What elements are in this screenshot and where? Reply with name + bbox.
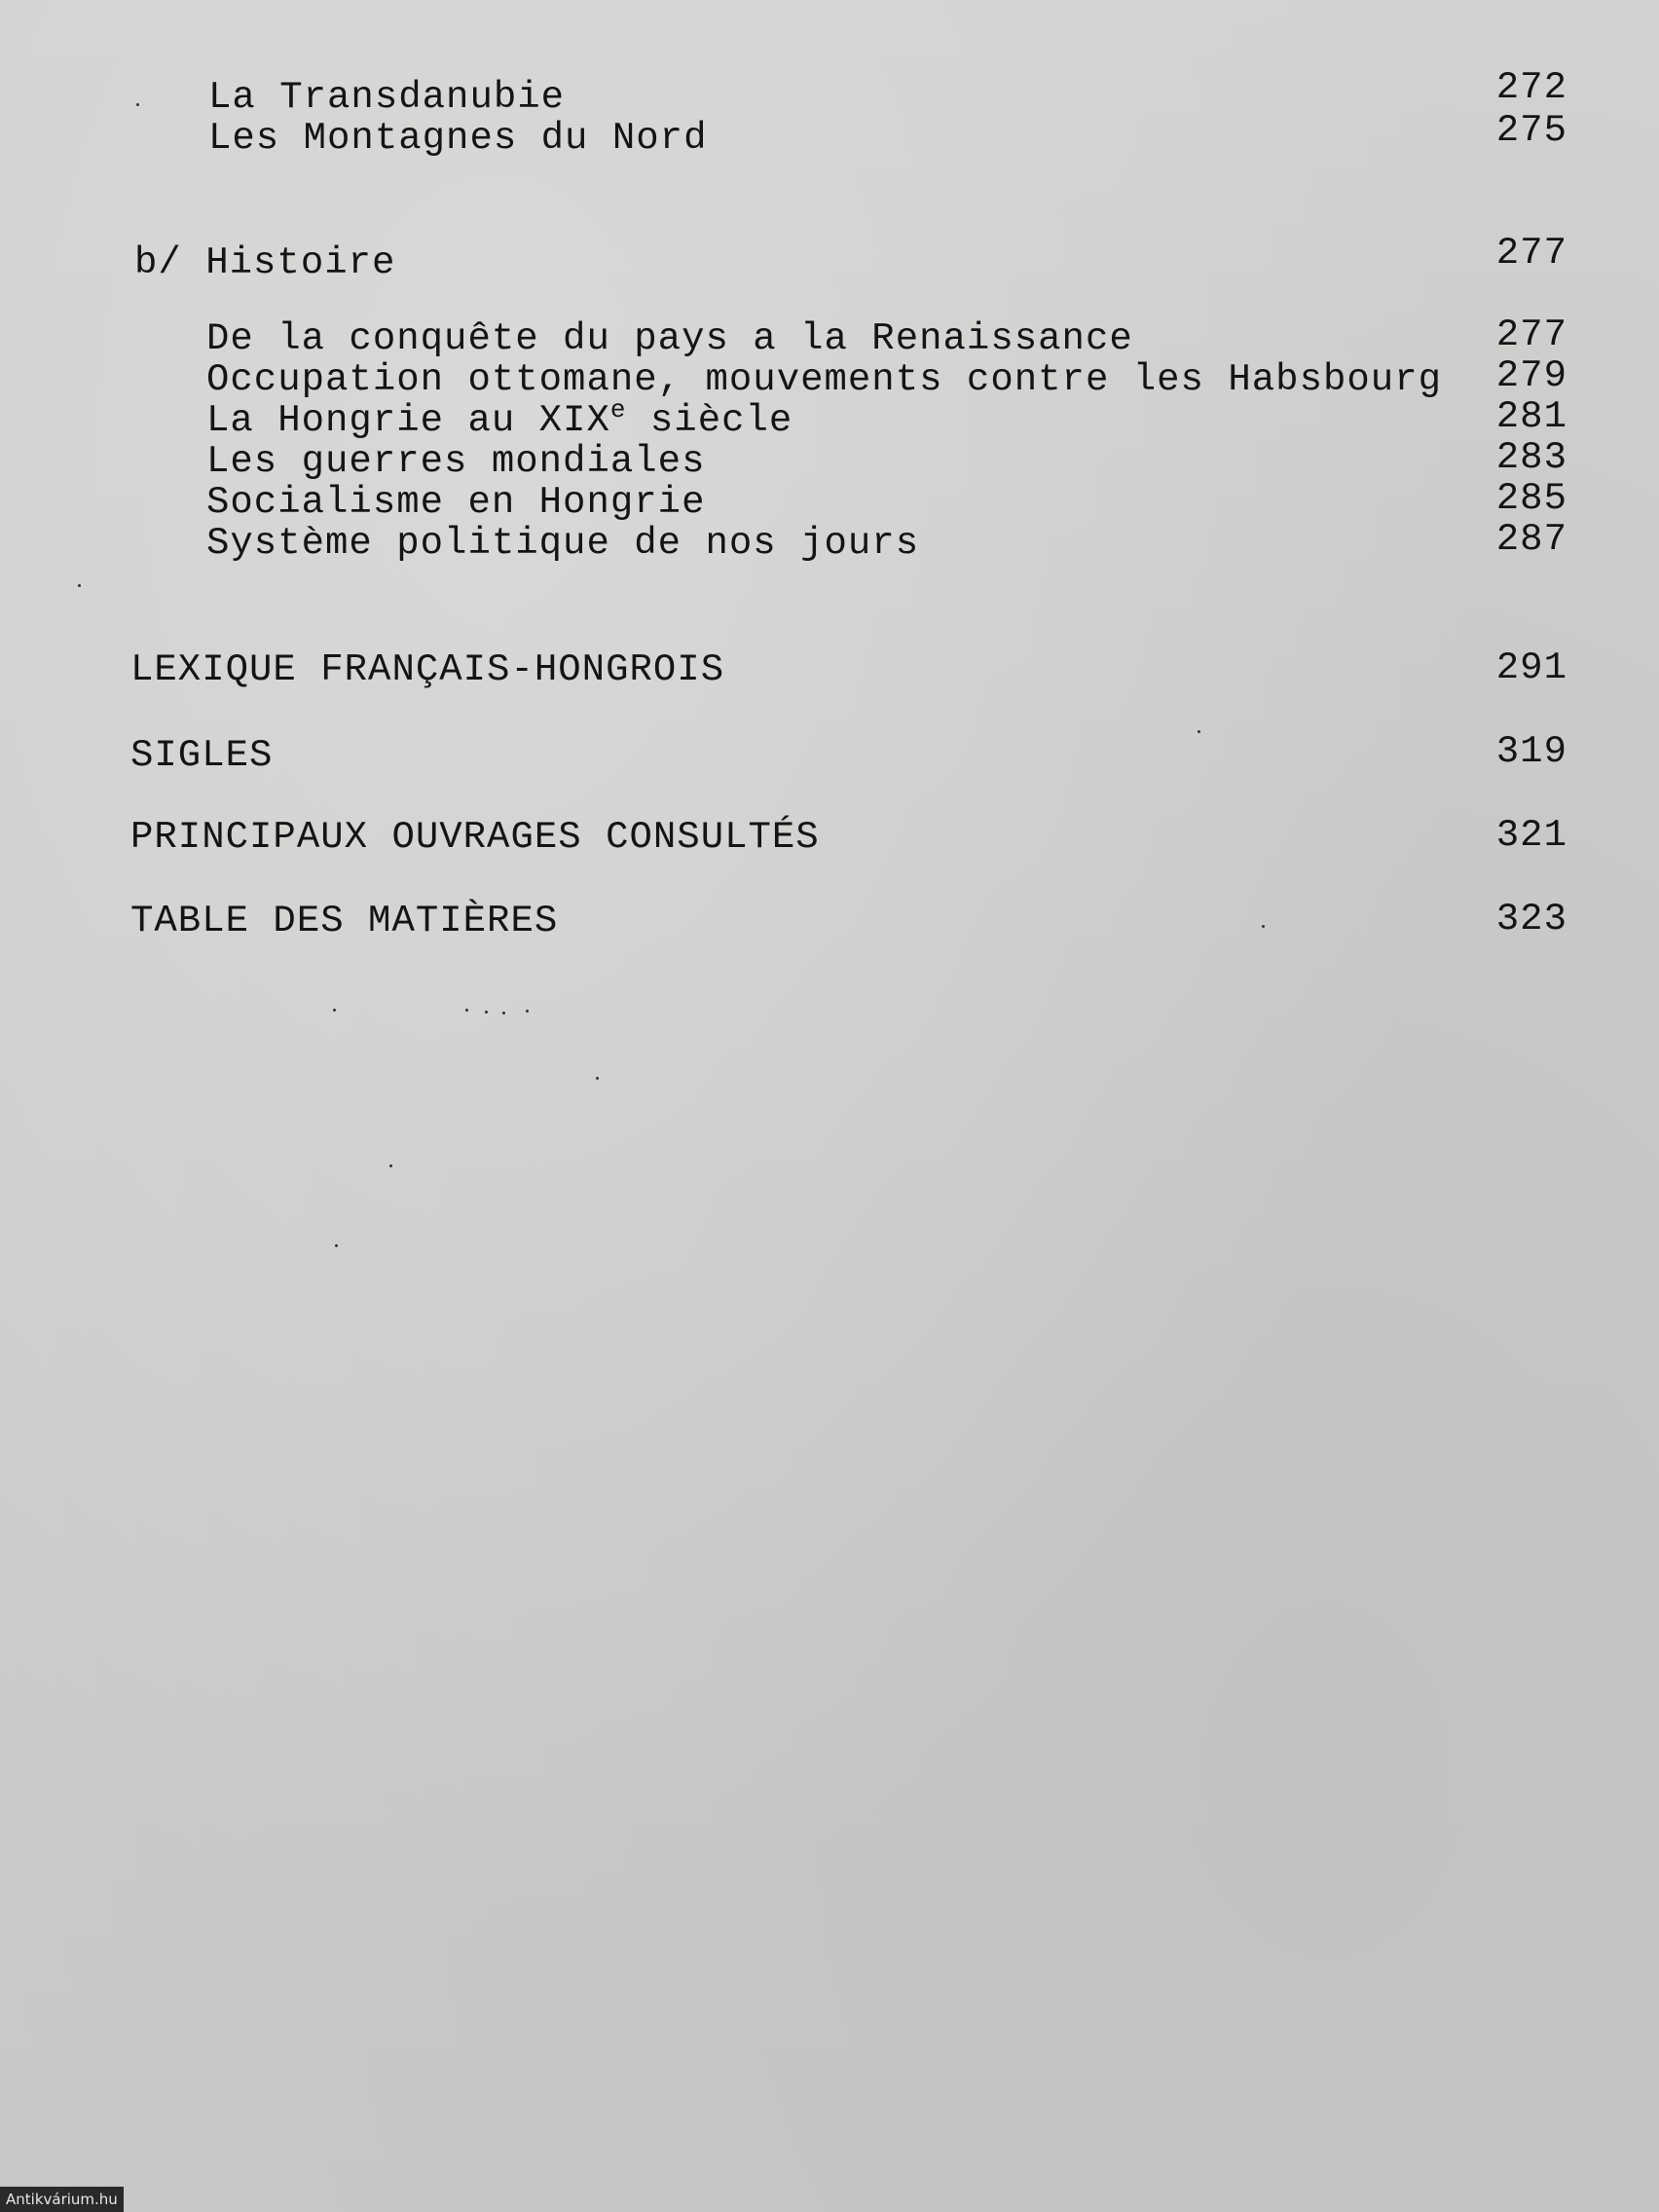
paper-speck — [1198, 730, 1200, 733]
toc-section-sigles — [130, 734, 273, 777]
toc-entry-title: De la conquête du pays a la Renaissance — [206, 317, 1133, 360]
paper-speck — [389, 1164, 392, 1167]
toc-page-number: 279 — [1495, 354, 1567, 397]
toc-page-number: 283 — [1495, 436, 1567, 479]
toc-page-number: 277 — [1495, 232, 1567, 275]
toc-entry-montagnes-du-nord — [208, 117, 707, 160]
paper-speck — [465, 1009, 468, 1012]
toc-entry-title: Les Montagnes du Nord — [208, 117, 708, 160]
toc-section-ouvrages — [130, 816, 820, 859]
paper-speck — [526, 1010, 529, 1013]
toc-page-number: 323 — [1495, 898, 1567, 940]
toc-entry-title: Système politique de nos jours — [206, 522, 920, 565]
toc-entry-title: Occupation ottomane, mouvements contre les Habsbourg — [206, 358, 1442, 401]
toc-entry-title: Socialisme en Hongrie — [206, 481, 706, 524]
paper-speck — [502, 1012, 505, 1014]
toc-entry-occupation — [206, 358, 1442, 401]
toc-section-histoire — [134, 241, 395, 284]
toc-page-number: 285 — [1495, 477, 1567, 520]
toc-entry-title-part: siècle — [626, 399, 793, 442]
toc-entry-superscript: e — [609, 395, 627, 424]
toc-page-number: 321 — [1495, 814, 1567, 857]
toc-page-number: 291 — [1495, 646, 1567, 689]
toc-entry-socialisme — [206, 481, 705, 524]
paper-speck — [1262, 925, 1265, 928]
toc-entry-guerres-mondiales — [206, 440, 705, 483]
toc-page-number: 287 — [1495, 518, 1567, 561]
toc-entry-title: TABLE DES MATIÈRES — [130, 900, 559, 942]
toc-entry-title-part: La Hongrie au XIX — [206, 399, 610, 442]
paper-speck — [78, 584, 81, 587]
toc-page-number: 272 — [1495, 66, 1567, 109]
paper-speck — [136, 103, 139, 106]
paper-speck — [333, 1009, 336, 1012]
toc-entry-title: PRINCIPAUX OUVRAGES CONSULTÉS — [130, 816, 820, 859]
toc-section-lexique — [130, 648, 724, 691]
toc-entry-transdanubie — [208, 76, 565, 119]
paper-speck — [335, 1244, 338, 1247]
toc-entry-title: Les guerres mondiales — [206, 440, 706, 483]
toc-entry-systeme-politique — [206, 522, 919, 565]
toc-entry-title: b/ Histoire — [134, 241, 396, 284]
toc-entry-title: SIGLES — [130, 734, 274, 777]
toc-entry-title: LEXIQUE FRANÇAIS-HONGROIS — [130, 648, 725, 691]
toc-page-number: 281 — [1495, 395, 1567, 438]
paper-speck — [596, 1077, 599, 1080]
toc-page-number: 319 — [1495, 730, 1567, 773]
toc-page-number: 277 — [1495, 313, 1567, 356]
toc-entry-title: La Transdanubie — [208, 76, 566, 119]
toc-section-table-des-matieres — [130, 900, 558, 942]
toc-page-number: 275 — [1495, 109, 1567, 152]
paper-speck — [485, 1011, 488, 1014]
watermark-label: Antikvárium.hu — [0, 2187, 124, 2212]
toc-entry-hongrie-xix — [206, 395, 793, 445]
toc-entry-conquete — [206, 317, 1133, 360]
